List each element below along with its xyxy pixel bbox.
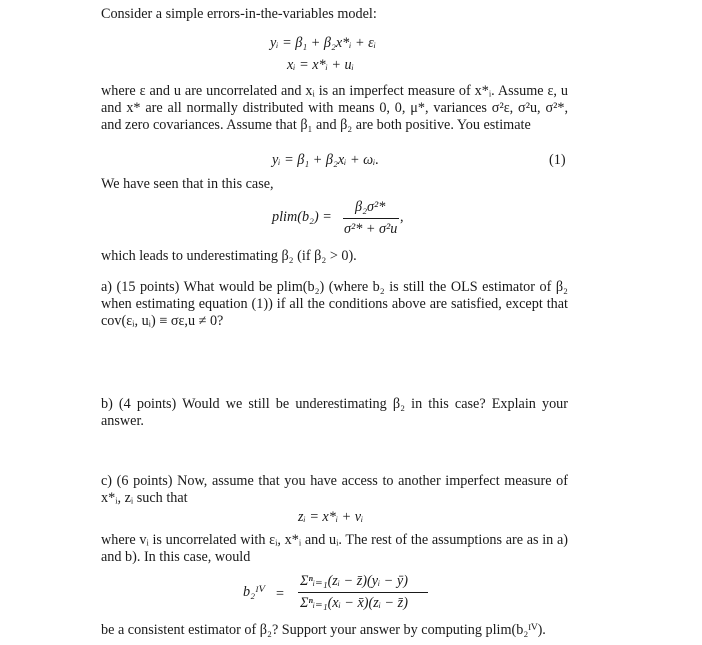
iv-estimator-lhs: b₂ᴵⱽ: [243, 584, 266, 600]
plim-comma: ,: [400, 209, 404, 225]
iv-equals-sign: =: [276, 586, 285, 602]
iv-numerator: Σⁿᵢ₌₁(zᵢ − z̄)(yᵢ − ȳ): [300, 573, 408, 589]
model-equation-2: xᵢ = x*ᵢ + uᵢ: [287, 57, 354, 73]
intro-text: Consider a simple errors-in-the-variables model:: [101, 6, 377, 22]
plim-denominator: σ²* + σ²u: [344, 221, 398, 237]
equation-number: (1): [549, 152, 566, 168]
iv-fraction-bar: [298, 592, 428, 593]
iv-denominator: Σⁿᵢ₌₁(xᵢ − x̄)(zᵢ − z̄): [300, 595, 408, 611]
part-c-question: c) (6 points) Now, assume that you have access to another imperfect measure of x*ᵢ, zᵢ such that: [101, 473, 568, 506]
model-equation-1: yᵢ = β₁ + β₂x*ᵢ + εᵢ: [270, 35, 377, 51]
z-equation: zᵢ = x*ᵢ + vᵢ: [298, 509, 364, 525]
part-b-question: b) (4 points) Would we still be underestimating β₂ in this case? Explain your answer.: [101, 396, 568, 429]
final-question: be a consistent estimator of β₂? Support your answer by computing plim(b₂ᴵⱽ).: [101, 622, 546, 638]
part-a-question: a) (15 points) What would be plim(b₂) (where b₂ is still the OLS estimator of β₂ when estimating equation (1)) if all the conditions above are satisfied, except that cov(εᵢ, uᵢ) ≡ σε,u ≠ 0?: [101, 279, 568, 329]
plim-fraction-bar: [343, 218, 399, 219]
plim-numerator: β₂σ²*: [355, 199, 386, 215]
part-c-continued: where vᵢ is uncorrelated with εᵢ, x*ᵢ and uᵢ. The rest of the assumptions are as in a) and b). In this case, would: [101, 532, 568, 565]
assumptions-paragraph: where ε and u are uncorrelated and xᵢ is an imperfect measure of x*ᵢ. Assume ε, u and x* are all normally distributed with means 0, 0, μ*, variances σ²ε, σ²u, σ²*, and zero covariances. Assume that β₁ and β₂ are both positive. You estimate: [101, 83, 568, 133]
underestimate-text: which leads to underestimating β₂ (if β₂ > 0).: [101, 248, 357, 264]
plim-lhs: plim(b₂) =: [272, 209, 332, 225]
seen-text: We have seen that in this case,: [101, 176, 274, 192]
estimated-equation: yᵢ = β₁ + β₂xᵢ + ωᵢ.: [272, 152, 379, 168]
